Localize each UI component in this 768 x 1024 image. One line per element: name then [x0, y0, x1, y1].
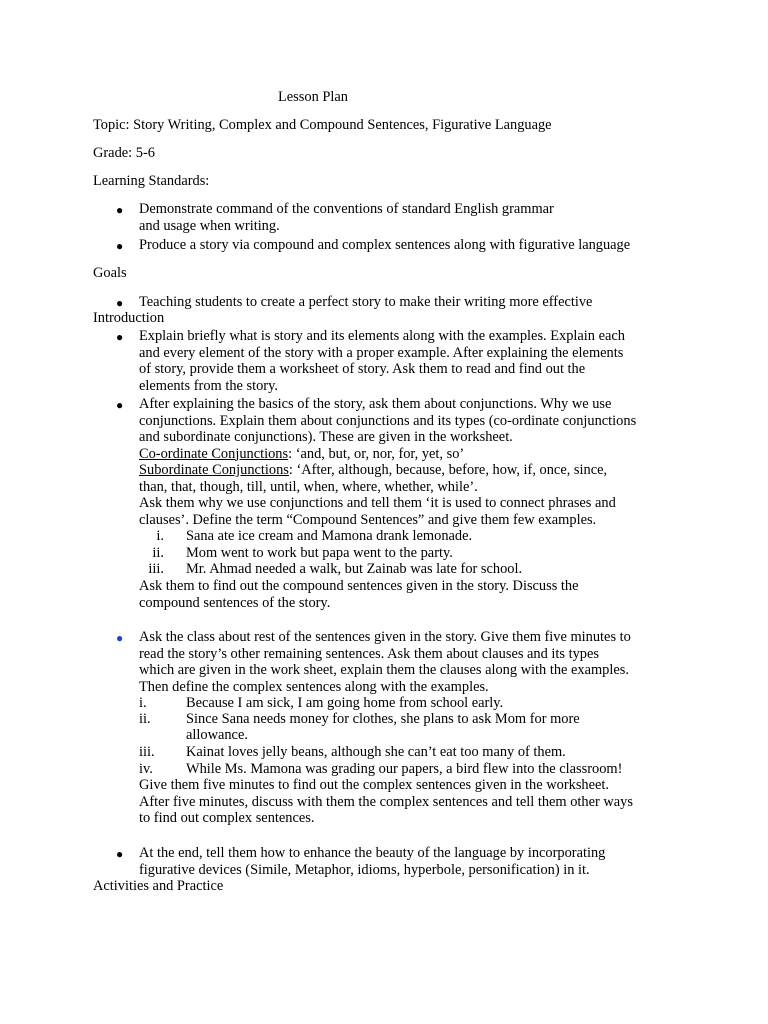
grade-line: Grade: 5-6	[93, 145, 155, 161]
coordinate-conjunctions-label: Co-ordinate Conjunctions	[139, 445, 289, 462]
complex-example-continued: allowance.	[186, 727, 248, 743]
bullet-icon: ●	[116, 631, 124, 645]
text-line: of story, provide them a worksheet of story. Ask them to read and find out the	[139, 361, 586, 377]
text-line: than, that, though, till, until, when, where, whether, while’.	[139, 478, 478, 495]
introduction-heading: Introduction	[93, 310, 165, 326]
example-number: iv.	[139, 761, 153, 777]
text-line: At the end, tell them how to enhance the beauty of the language by incorporating	[139, 845, 606, 861]
standard-item-2	[139, 237, 699, 254]
complex-example: Since Sana needs money for clothes, she plans to ask Mom for more	[186, 711, 580, 727]
bullet-icon: ●	[116, 398, 124, 412]
text-line: Explain briefly what is story and its elements along with the examples. Explain each	[139, 328, 625, 344]
text-line: read the story’s other remaining sentences. Ask them about clauses and its types	[139, 645, 599, 662]
text-line: Ask them why we use conjunctions and tell them ‘it is used to connect phrases and	[139, 495, 616, 511]
intro-item-4	[139, 845, 699, 878]
text-line: Then define the complex sentences along with the examples.	[139, 678, 489, 695]
example-number: iii.	[139, 744, 155, 760]
text-line: which are given in the work sheet, explain them the clauses along with the examples.	[139, 662, 629, 678]
text-line: Give them five minutes to find out the complex sentences given in the worksheet.	[139, 777, 609, 793]
subordinate-conjunctions-line	[139, 462, 699, 479]
complex-example: Kainat loves jelly beans, although she can’t eat too many of them.	[186, 744, 566, 760]
bullet-icon: ●	[116, 203, 124, 217]
text-line: Teaching students to create a perfect story to make their writing more effective	[139, 294, 593, 310]
bullet-icon: ●	[116, 847, 124, 861]
page-title: Lesson Plan	[278, 89, 348, 105]
text-line: Demonstrate command of the conventions of standard English grammar	[139, 201, 554, 217]
coordinate-conjunctions-line	[139, 446, 699, 463]
text-line: Ask them to find out the compound sentences given in the story. Discuss the	[139, 578, 579, 594]
text-line: After five minutes, discuss with them the complex sentences and tell them other ways	[139, 793, 633, 810]
example-number: i.	[156, 528, 164, 544]
coordinate-conjunctions-text: : ‘and, but, or, nor, for, yet, so’	[288, 445, 465, 462]
text-line: and every element of the story with a proper example. After explaining the elements	[139, 344, 624, 361]
subordinate-conjunctions-text: : ‘After, although, because, before, how, if, once, since,	[288, 462, 608, 478]
example-number: ii.	[152, 545, 164, 561]
example-number: iii.	[148, 561, 164, 577]
example-number: i.	[139, 695, 147, 711]
intro-item-3	[139, 629, 699, 695]
bullet-icon: ●	[116, 330, 124, 344]
complex-example: Because I am sick, I am going home from school early.	[186, 695, 504, 711]
text-line: and usage when writing.	[139, 217, 280, 234]
standard-item-1	[139, 201, 699, 234]
intro-item-1	[139, 328, 699, 394]
text-line: to find out complex sentences.	[139, 810, 315, 826]
text-line: Produce a story via compound and complex sentences along with figurative language	[139, 237, 631, 253]
intro-item-2	[139, 396, 699, 528]
text-line: Ask the class about rest of the sentences given in the story. Give them five minutes to	[139, 629, 631, 645]
compound-example: Sana ate ice cream and Mamona drank lemonade.	[186, 528, 473, 544]
compound-example: Mom went to work but papa went to the party.	[186, 545, 453, 561]
activities-heading: Activities and Practice	[93, 878, 224, 894]
text-line: figurative devices (Simile, Metaphor, idioms, hyperbole, personification) in it.	[139, 861, 590, 878]
subordinate-conjunctions-label: Subordinate Conjunctions	[139, 462, 289, 478]
compound-example: Mr. Ahmad needed a walk, but Zainab was late for school.	[186, 561, 523, 577]
goal-item	[139, 294, 699, 311]
compound-closing	[139, 578, 699, 611]
text-line: conjunctions. Explain them about conjunctions and its types (co-ordinate conjunctions	[139, 412, 637, 429]
learning-standards-heading: Learning Standards:	[93, 173, 210, 189]
bullet-icon: ●	[116, 296, 124, 310]
text-line: and subordinate conjunctions). These are given in the worksheet.	[139, 429, 513, 445]
complex-closing	[139, 777, 699, 827]
topic-line: Topic: Story Writing, Complex and Compound Sentences, Figurative Language	[93, 117, 552, 133]
text-line: clauses’. Define the term “Compound Sentences” and give them few examples.	[139, 511, 597, 528]
bullet-icon: ●	[116, 239, 124, 253]
example-number: ii.	[139, 711, 151, 727]
text-line: elements from the story.	[139, 377, 278, 394]
text-line: After explaining the basics of the story, ask them about conjunctions. Why we use	[139, 396, 612, 412]
text-line: compound sentences of the story.	[139, 594, 331, 611]
goals-heading: Goals	[93, 265, 127, 281]
complex-example: While Ms. Mamona was grading our papers, a bird flew into the classroom!	[186, 761, 623, 777]
